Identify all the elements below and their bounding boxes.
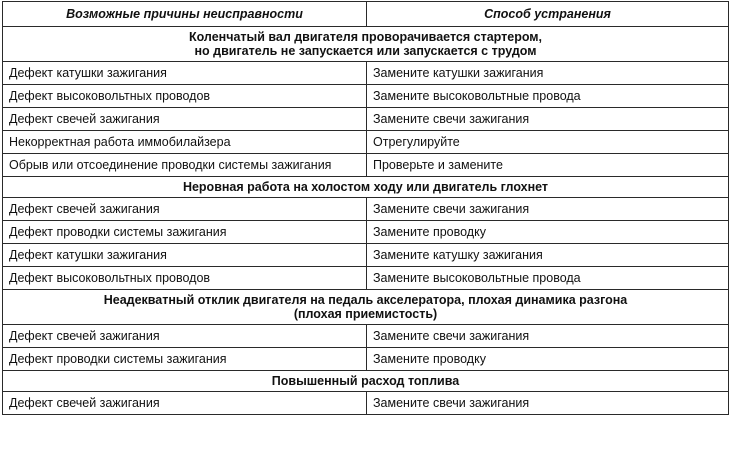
section-title-line: но двигатель не запускается или запускается с трудом [194,44,537,58]
table-row [3,348,729,371]
cause-cell: Дефект свечей зажигания [3,198,367,221]
section-title-line: (плохая приемистость) [293,307,438,321]
table-row [3,154,729,177]
remedy-cell: Замените свечи зажигания [367,198,729,221]
section-title-line: Коленчатый вал двигателя проворачивается стартером, [188,30,543,44]
header-row [3,2,729,27]
cause-cell: Дефект проводки системы зажигания [3,221,367,244]
table-row [3,267,729,290]
cause-cell: Дефект высоковольтных проводов [3,85,367,108]
cause-cell: Дефект катушки зажигания [3,244,367,267]
cause-cell: Дефект проводки системы зажигания [3,348,367,371]
remedy-cell: Замените свечи зажигания [367,108,729,131]
remedy-cell: Замените катушку зажигания [367,244,729,267]
cause-cell: Дефект свечей зажигания [3,392,367,415]
table-row [3,198,729,221]
cause-cell: Некорректная работа иммобилайзера [3,131,367,154]
section-title [3,177,729,198]
remedy-cell: Замените проводку [367,221,729,244]
troubleshooting-table [2,1,729,415]
section-title [3,27,729,62]
cause-cell: Обрыв или отсоединение проводки системы зажигания [3,154,367,177]
table-row [3,108,729,131]
remedy-cell: Замените высоковольтные провода [367,85,729,108]
header-remedy: Способ устранения [367,2,729,27]
section-row [3,290,729,325]
remedy-cell: Замените проводку [367,348,729,371]
section-title-line: Неадекватный отклик двигателя на педаль акселератора, плохая динамика разгона [103,293,628,307]
remedy-cell: Замените высоковольтные провода [367,267,729,290]
cause-cell: Дефект свечей зажигания [3,108,367,131]
table-row [3,244,729,267]
cause-cell: Дефект катушки зажигания [3,62,367,85]
remedy-cell: Замените свечи зажигания [367,392,729,415]
header-causes: Возможные причины неисправности [3,2,367,27]
cause-cell: Дефект высоковольтных проводов [3,267,367,290]
section-row [3,27,729,62]
table-row [3,221,729,244]
section-title [3,290,729,325]
remedy-cell: Проверьте и замените [367,154,729,177]
section-title [3,371,729,392]
remedy-cell: Замените катушки зажигания [367,62,729,85]
table-row [3,131,729,154]
cause-cell: Дефект свечей зажигания [3,325,367,348]
section-title-line: Повышенный расход топлива [271,374,460,388]
section-row [3,371,729,392]
section-row [3,177,729,198]
table-row [3,85,729,108]
table-row [3,325,729,348]
table-row [3,62,729,85]
remedy-cell: Отрегулируйте [367,131,729,154]
table-row [3,392,729,415]
section-title-line: Неровная работа на холостом ходу или двигатель глохнет [182,180,549,194]
remedy-cell: Замените свечи зажигания [367,325,729,348]
